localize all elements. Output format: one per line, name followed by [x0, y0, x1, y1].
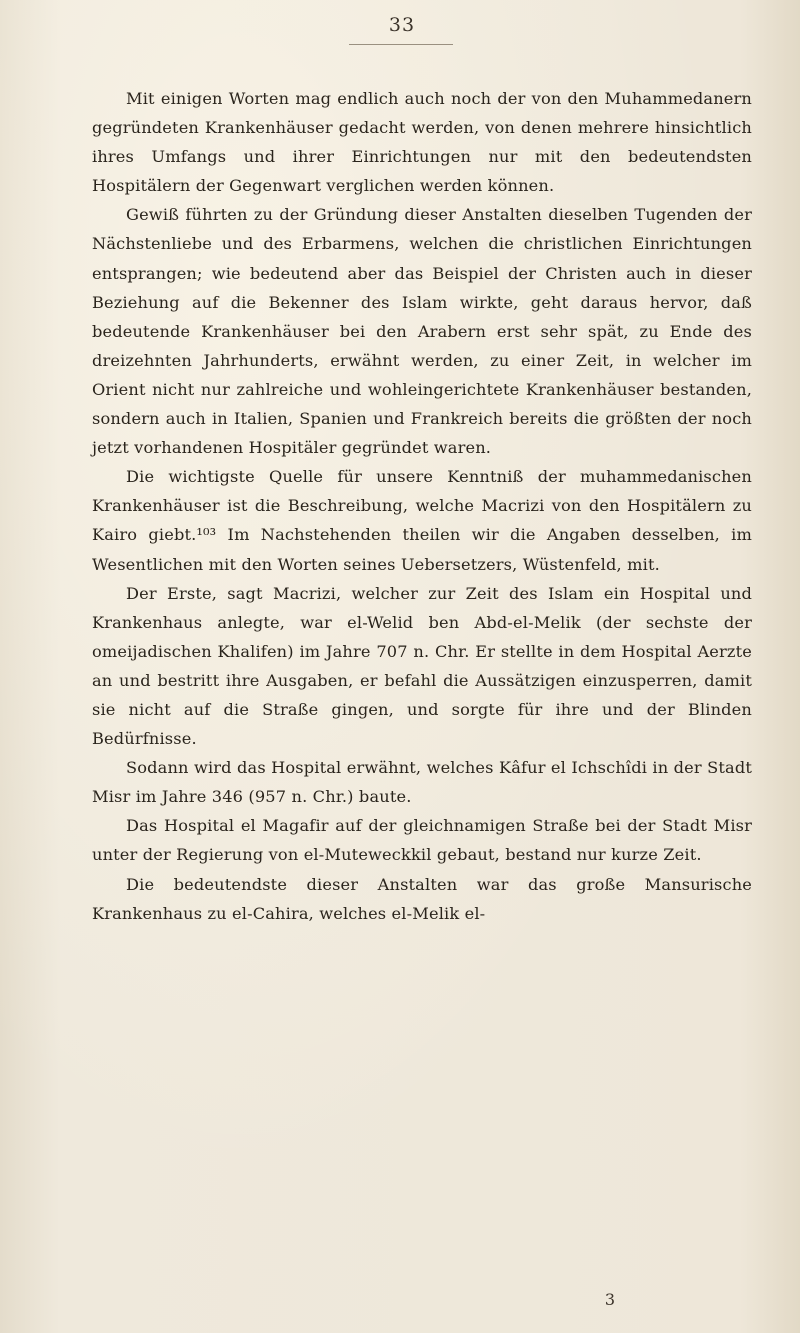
paragraph-5: Sodann wird das Hospital erwähnt, welches Kâfur el Ichschîdi in der Stadt Misr im Jahre 346 (957 n. Chr.) baute.	[92, 758, 752, 807]
paragraph-6: Das Hospital el Magafir auf der gleichnamigen Straße bei der Stadt Misr unter der Regierung von el-Muteweckkil gebaut, bestand nur kurze Zeit.	[92, 816, 752, 865]
paragraph-7: Die bedeutendste dieser Anstalten war das große Mansurische Krankenhaus zu el-Cahira, welches el-Melik el-	[92, 874, 752, 923]
signature-mark: 3	[604, 1290, 616, 1309]
body-text	[92, 84, 752, 928]
paragraph-3: Die wichtigste Quelle für unsere Kenntniß der muhammedanischen Krankenhäuser ist die Beschreibung, welche Macrizi von den Hospitälern zu Kairo giebt.¹⁰³ Im Nachstehenden theilen wir die Angaben desselben, im Wesentlichen mit den Worten seines Uebersetzers, Wüstenfeld, mit.	[92, 467, 752, 574]
header-rule	[349, 44, 453, 45]
paragraph-4: Der Erste, sagt Macrizi, welcher zur Zeit des Islam ein Hospital und Krankenhaus anlegte, war el-Welid ben Abd-el-Melik (der sechste der omeijadischen Khalifen) im Jahre 707 n. Chr. Er stellte in dem Hospital Aerzte an und bestritt ihre Ausgaben, er befahl die Aussätzigen einzusperren, damit sie nicht auf die Straße gingen, und sorgte für ihre und der Blinden Bedürfnisse.	[92, 583, 752, 749]
page-number: 33	[388, 14, 416, 36]
paragraph-1: Mit einigen Worten mag endlich auch noch der von den Muhammedanern gegründeten Krankenhäuser gedacht werden, von denen mehrere hinsichtlich ihres Umfangs und ihrer Einrichtungen nur mit den bedeutendsten Hospitälern der Gegenwart verglichen werden können.	[92, 89, 752, 196]
paragraph-2: Gewiß führten zu der Gründung dieser Anstalten dieselben Tugenden der Nächstenliebe und des Erbarmens, welchen die christlichen Einrichtungen entsprangen; wie bedeutend aber das Beispiel der Christen auch in dieser Beziehung auf die Bekenner des Islam wirkte, geht daraus hervor, daß bedeutende Krankenhäuser bei den Arabern erst sehr spät, zu Ende des dreizehnten Jahrhunderts, erwähnt werden, zu einer Zeit, in welcher im Orient nicht nur zahlreiche und wohleingerichtete Krankenhäuser bestanden, sondern auch in Italien, Spanien und Frankreich bereits die größten der noch jetzt vorhandenen Hospitäler gegründet waren.	[92, 205, 752, 458]
